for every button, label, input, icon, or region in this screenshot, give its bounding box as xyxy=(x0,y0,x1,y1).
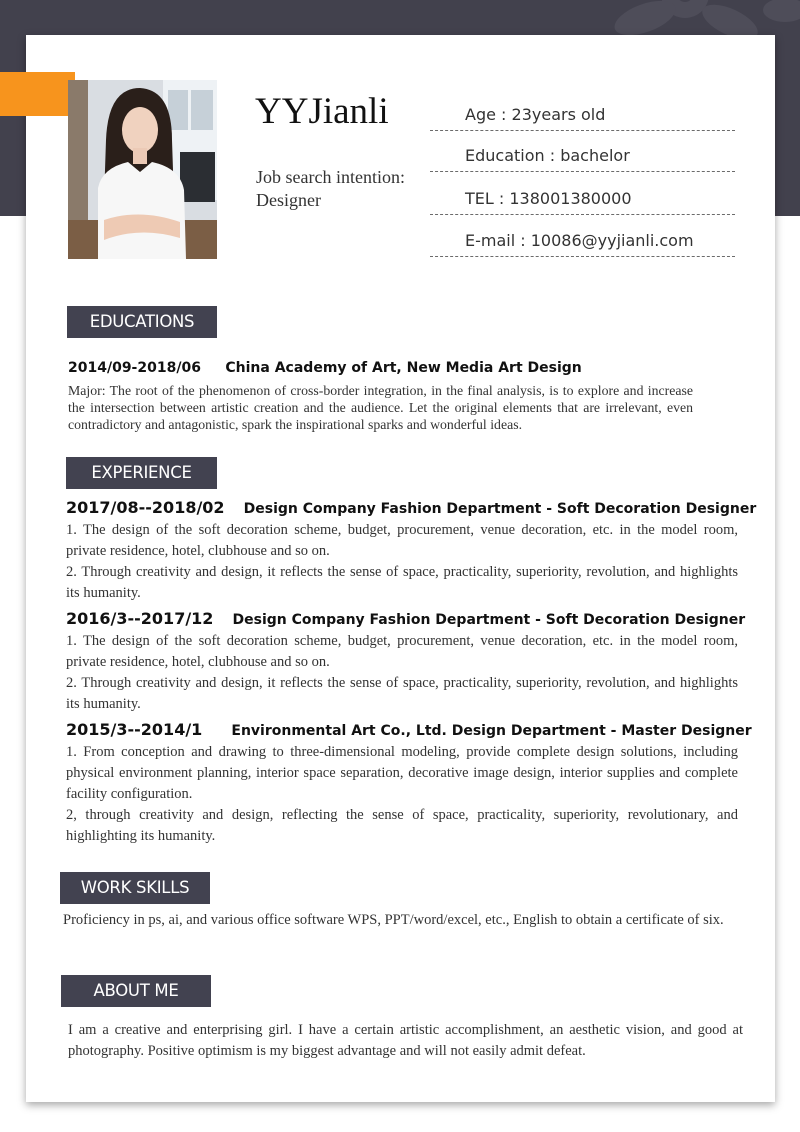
experience-point: 2. Through creativity and design, it reflects the sense of space, practicality, superiority, revolution, and highlights its humanity. xyxy=(66,564,738,601)
info-age xyxy=(430,100,735,131)
work-skills-description: Proficiency in ps, ai, and various office software WPS, PPT/word/excel, etc., English to obtain a certificate of six. xyxy=(63,912,724,928)
info-value: bachelor xyxy=(560,146,630,165)
section-title-educations: EDUCATIONS xyxy=(67,306,217,338)
experience-date: 2017/08--2018/02 xyxy=(66,498,225,517)
experience-title: Design Company Fashion Department - Soft Decoration Designer xyxy=(232,612,746,628)
info-value: 138001380000 xyxy=(509,189,632,208)
section-title-experience: EXPERIENCE xyxy=(66,457,217,489)
experience-point: 2. Through creativity and design, it reflects the sense of space, practicality, superiority, revolution, and highlights its humanity. xyxy=(66,675,738,712)
info-label: E-mail xyxy=(465,231,516,250)
education-date: 2014/09-2018/06 xyxy=(68,360,201,376)
experience-date: 2016/3--2017/12 xyxy=(66,609,214,628)
info-separator: : xyxy=(493,189,510,208)
education-description: Major: The root of the phenomenon of cross-border integration, in the final analysis, is to explore and increase the intersection between artistic creation and the audience. Let the original elements that are irrelevant, even contradictory and antagonistic, spark the inspirational sparks and wonderful ideas. xyxy=(68,383,693,432)
info-education xyxy=(430,141,735,172)
experience-title: Design Company Fashion Department - Soft Decoration Designer xyxy=(243,501,757,517)
info-phone xyxy=(430,184,735,215)
info-label: TEL xyxy=(465,189,494,208)
job-intention-value: Designer xyxy=(256,190,321,210)
info-separator: : xyxy=(515,231,531,250)
info-email xyxy=(430,226,735,257)
job-intention-label: Job search intention: xyxy=(256,167,405,187)
experience-description xyxy=(66,742,738,847)
info-value: 23years old xyxy=(511,105,606,124)
experience-description xyxy=(66,631,738,715)
experience-date: 2015/3--2014/1 xyxy=(66,720,203,739)
experience-point: 1. The design of the soft decoration scheme, budget, procurement, venue decoration, etc. in the model room, private residence, hotel, clubhouse and so on. xyxy=(66,633,738,670)
info-value: 10086@yyjianli.com xyxy=(530,231,694,250)
section-title-work-skills: WORK SKILLS xyxy=(60,872,210,904)
experience-point: 1. From conception and drawing to three-dimensional modeling, provide complete design solutions, including physical environment planning, interior space separation, decorative image design, interior supplies and complete facility configuration. xyxy=(66,744,738,802)
info-label: Education xyxy=(465,146,545,165)
info-separator: : xyxy=(495,105,512,124)
info-label: Age xyxy=(465,105,496,124)
experience-description xyxy=(66,520,738,604)
experience-entry-header xyxy=(66,720,752,739)
education-school: China Academy of Art, New Media Art Design xyxy=(225,360,582,376)
education-entry-header xyxy=(68,360,582,376)
profile-photo xyxy=(68,80,217,259)
about-me-description: I am a creative and enterprising girl. I have a certain artistic accomplishment, an aesthetic vision, and good at photography. Positive optimism is my biggest advantage and will not easily admit defeat. xyxy=(68,1022,743,1059)
accent-tab xyxy=(0,72,75,116)
job-intention xyxy=(256,166,431,212)
candidate-name: YYJianli xyxy=(255,91,389,132)
experience-title: Environmental Art Co., Ltd. Design Department - Master Designer xyxy=(231,723,752,739)
experience-entry-header xyxy=(66,609,745,628)
info-separator: : xyxy=(544,146,561,165)
section-title-about-me: ABOUT ME xyxy=(61,975,211,1007)
experience-point: 2, through creativity and design, reflecting the sense of space, practicality, superiority, revolutionary, and highlighting its humanity. xyxy=(66,807,738,844)
experience-entry-header xyxy=(66,498,756,517)
experience-point: 1. The design of the soft decoration scheme, budget, procurement, venue decoration, etc. in the model room, private residence, hotel, clubhouse and so on. xyxy=(66,522,738,559)
